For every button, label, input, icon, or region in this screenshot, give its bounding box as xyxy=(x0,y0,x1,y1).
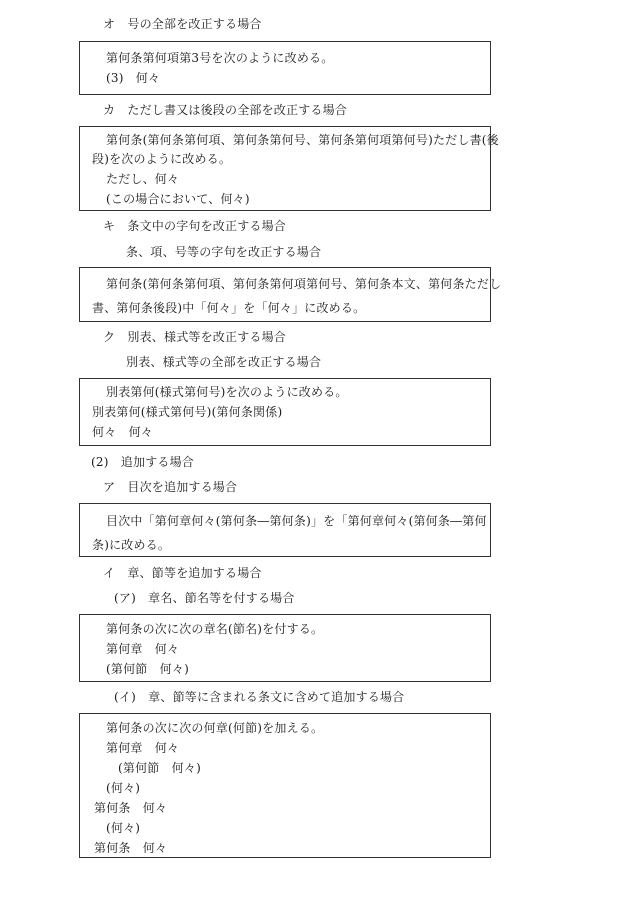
box-line: (第何節 何々) xyxy=(118,761,201,775)
box-o xyxy=(79,41,491,95)
box-line: 第何条 何々 xyxy=(94,801,168,815)
heading-a: ア 目次を追加する場合 xyxy=(103,480,238,494)
box-ku xyxy=(79,378,491,446)
heading-i2: (イ) 章、節等に含まれる条文に含めて追加する場合 xyxy=(114,690,405,704)
box-line: (何々) xyxy=(106,781,141,795)
box-line: ただし、何々 xyxy=(106,172,180,186)
box-line: (3) 何々 xyxy=(106,71,161,85)
box-i2 xyxy=(79,713,491,858)
box-line: 書、第何条後段)中「何々」を「何々」に改める。 xyxy=(92,301,366,315)
box-line: 第何条(第何条第何項、第何条第何号、第何条第何項第何号)ただし書(後 xyxy=(106,133,499,147)
box-ki xyxy=(79,267,502,322)
box-line: 条)に改める。 xyxy=(92,538,171,552)
box-line: 第何章 何々 xyxy=(106,741,180,755)
box-ka xyxy=(79,126,499,211)
box-line: 第何条(第何条第何項、第何条第何項第何号、第何条本文、第何条ただし xyxy=(106,277,502,291)
box-line: 段)を次のように改める。 xyxy=(92,152,232,166)
box-line: 別表第何(様式第何号)を次のように改める。 xyxy=(106,385,348,399)
heading-o: オ 号の全部を改正する場合 xyxy=(103,17,262,31)
box-line: 第何条の次に次の章名(節名)を付する。 xyxy=(106,622,324,636)
heading-i1: (ア) 章名、節名等を付する場合 xyxy=(114,591,295,605)
heading-add: (2) 追加する場合 xyxy=(91,455,194,469)
heading-ka: カ ただし書又は後段の全部を改正する場合 xyxy=(103,103,348,117)
subheading-ki: 条、項、号等の字句を改正する場合 xyxy=(126,245,322,259)
heading-ki: キ 条文中の字句を改正する場合 xyxy=(103,219,287,233)
box-line: 別表第何(様式第何号)(第何条関係) xyxy=(92,405,283,419)
box-line: 第何条の次に次の何章(何節)を加える。 xyxy=(106,721,324,735)
heading-ku: ク 別表、様式等を改正する場合 xyxy=(103,330,287,344)
box-a xyxy=(79,503,491,557)
box-line: 第何条 何々 xyxy=(94,841,168,855)
box-line: 第何章 何々 xyxy=(106,642,180,656)
box-line: 目次中「第何章何々(第何条―第何条)」を「第何章何々(第何条―第何 xyxy=(106,514,487,528)
subheading-ku: 別表、様式等の全部を改正する場合 xyxy=(126,355,322,369)
box-i1 xyxy=(79,614,491,682)
box-line: (何々) xyxy=(106,821,141,835)
box-line: 第何条第何項第3号を次のように改める。 xyxy=(106,51,334,65)
heading-i: イ 章、節等を追加する場合 xyxy=(103,566,262,580)
box-line: (この場合において、何々) xyxy=(106,192,250,206)
box-line: 何々 何々 xyxy=(92,425,154,439)
box-line: (第何節 何々) xyxy=(106,662,189,676)
